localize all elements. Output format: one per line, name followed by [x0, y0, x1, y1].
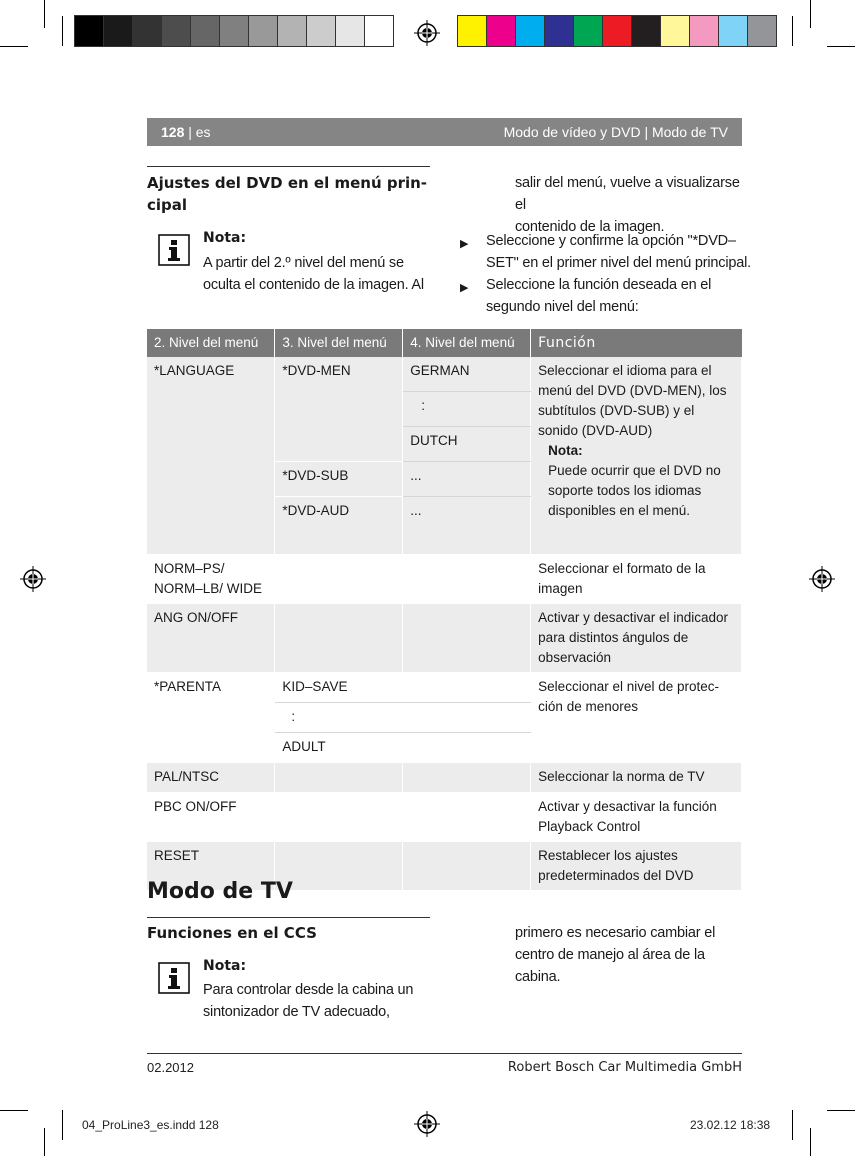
crop-mark [62, 16, 63, 46]
footer-rule [147, 1053, 742, 1054]
bullet-arrow-icon: ▶ [460, 282, 469, 294]
table-cell [403, 555, 531, 604]
table-cell [403, 733, 531, 763]
table-cell: Activar y desactivar el indicador para distintos ángulos de observación [531, 604, 742, 673]
table-cell [403, 703, 531, 733]
table-cell: NORM–PS/ NORM–LB/ WIDE [147, 555, 275, 604]
table-row [147, 793, 742, 842]
note-text: A partir del 2.º nivel del menú se oculta el contenido de la imagen. Al [203, 255, 424, 293]
instruction-step: Seleccione la función deseada en el segundo nivel del menú: [486, 277, 712, 315]
color-swatch [545, 16, 573, 46]
table-cell: ADULT [275, 733, 403, 763]
table-cell: RESET [147, 842, 275, 891]
color-swatch [458, 16, 486, 46]
color-swatch [719, 16, 747, 46]
info-icon [158, 234, 190, 266]
crop-mark [810, 0, 811, 28]
color-swatch [690, 16, 718, 46]
section-rule [147, 917, 430, 918]
table-cell: : [275, 703, 403, 733]
crop-mark [810, 1128, 811, 1156]
table-cell: *LANGUAGE [147, 357, 275, 555]
dvd-menu-table [147, 329, 742, 891]
table-cell [275, 604, 403, 673]
note-text: Para controlar desde la cabina un sintonizador de TV adecuado, [203, 982, 414, 1020]
footer-date: 02.2012 [147, 1060, 194, 1075]
note-continuation: salir del menú, vuelve a visualizarse el contenido de la imagen. [515, 175, 740, 235]
color-swatch [365, 16, 393, 46]
bullet-arrow-icon: ▶ [460, 238, 469, 250]
table-header-row [147, 329, 742, 357]
note-title: Nota: [203, 958, 247, 974]
color-swatch [249, 16, 277, 46]
section-subtitle: Funciones en el CCS [147, 924, 317, 942]
table-cell: : [403, 391, 531, 426]
table-cell [403, 604, 531, 673]
color-swatch [603, 16, 631, 46]
color-swatch [191, 16, 219, 46]
table-cell: Seleccionar el nivel de protec- ción de menores [531, 673, 742, 763]
table-row [147, 673, 742, 703]
page-number: 128 | es [161, 124, 211, 140]
color-swatch [278, 16, 306, 46]
instruction-step: Seleccione y confirme la opción "*DVD– SET" en el primer nivel del menú principal. [486, 233, 751, 271]
color-swatch [307, 16, 335, 46]
table-cell: KID–SAVE [275, 673, 403, 703]
crop-mark [792, 1110, 793, 1140]
registration-mark-icon [414, 1111, 440, 1137]
table-cell [275, 763, 403, 793]
crop-mark [44, 1128, 45, 1156]
color-swatch [104, 16, 132, 46]
note-continuation: primero es necesario cambiar el centro de manejo al área de la cabina. [515, 925, 716, 985]
table-row [147, 604, 742, 673]
table-cell: PAL/NTSC [147, 763, 275, 793]
color-swatch [516, 16, 544, 46]
table-cell [403, 673, 531, 703]
table-cell: *DVD-AUD [275, 496, 403, 554]
crop-mark [827, 46, 855, 47]
table-cell: Seleccionar el idioma para el menú del DVD (DVD-MEN), los subtítulos (DVD-SUB) y el sonido (DVD-AUD) Nota: Puede ocurrir que el DVD no soporte todos los idiomas disponibles en el menú. [531, 357, 742, 555]
color-swatch [336, 16, 364, 46]
column-header: Función [531, 329, 742, 357]
table-cell: *PARENTA [147, 673, 275, 763]
crop-mark [792, 16, 793, 46]
registration-mark-icon [809, 566, 835, 592]
table-cell: Seleccionar la norma de TV [531, 763, 742, 793]
table-cell: DUTCH [403, 426, 531, 461]
table-cell: Restablecer los ajustes predeterminados del DVD [531, 842, 742, 891]
table-cell [403, 763, 531, 793]
color-swatch [661, 16, 689, 46]
table-cell [275, 555, 403, 604]
table-row [147, 555, 742, 604]
table-cell: PBC ON/OFF [147, 793, 275, 842]
color-swatch [487, 16, 515, 46]
info-icon [158, 962, 190, 994]
section-rule [147, 166, 430, 167]
table-cell: *DVD-MEN [275, 357, 403, 461]
table-cell: *DVD-SUB [275, 461, 403, 496]
color-swatch [748, 16, 776, 46]
note-title: Nota: [203, 230, 247, 246]
column-header: 3. Nivel del menú [275, 329, 403, 357]
page-header [147, 118, 742, 146]
column-header: 2. Nivel del menú [147, 329, 275, 357]
color-swatch [220, 16, 248, 46]
table-row [147, 763, 742, 793]
color-swatch [133, 16, 161, 46]
chapter-title: Modo de TV [147, 879, 293, 904]
color-swatch [162, 16, 190, 46]
registration-mark-icon [414, 20, 440, 46]
section-title: Ajustes del DVD en el menú prin- cipal [147, 174, 428, 214]
table-cell: Activar y desactivar la función Playback Control [531, 793, 742, 842]
table-cell [403, 793, 531, 842]
color-swatch [75, 16, 103, 46]
table-cell: GERMAN [403, 357, 531, 391]
footer-company: Robert Bosch Car Multimedia GmbH [507, 1060, 742, 1075]
slug-timestamp: 23.02.12 18:38 [690, 1118, 771, 1132]
table-cell: ... [403, 461, 531, 496]
registration-mark-icon [20, 566, 46, 592]
table-cell: Seleccionar el formato de la imagen [531, 555, 742, 604]
crop-mark [827, 1110, 855, 1111]
table-cell: ... [403, 496, 531, 554]
table-row [147, 357, 742, 391]
table-cell: ANG ON/OFF [147, 604, 275, 673]
color-swatch [632, 16, 660, 46]
color-swatch [574, 16, 602, 46]
crop-mark [44, 0, 45, 28]
table-cell [275, 842, 403, 891]
column-header: 4. Nivel del menú [403, 329, 531, 357]
crop-mark [62, 1110, 63, 1140]
running-title: Modo de vídeo y DVD | Modo de TV [503, 124, 728, 140]
crop-mark [0, 46, 28, 47]
crop-mark [0, 1110, 28, 1111]
table-cell [275, 793, 403, 842]
table-cell [403, 842, 531, 891]
slug-filename: 04_ProLine3_es.indd 128 [82, 1118, 219, 1132]
